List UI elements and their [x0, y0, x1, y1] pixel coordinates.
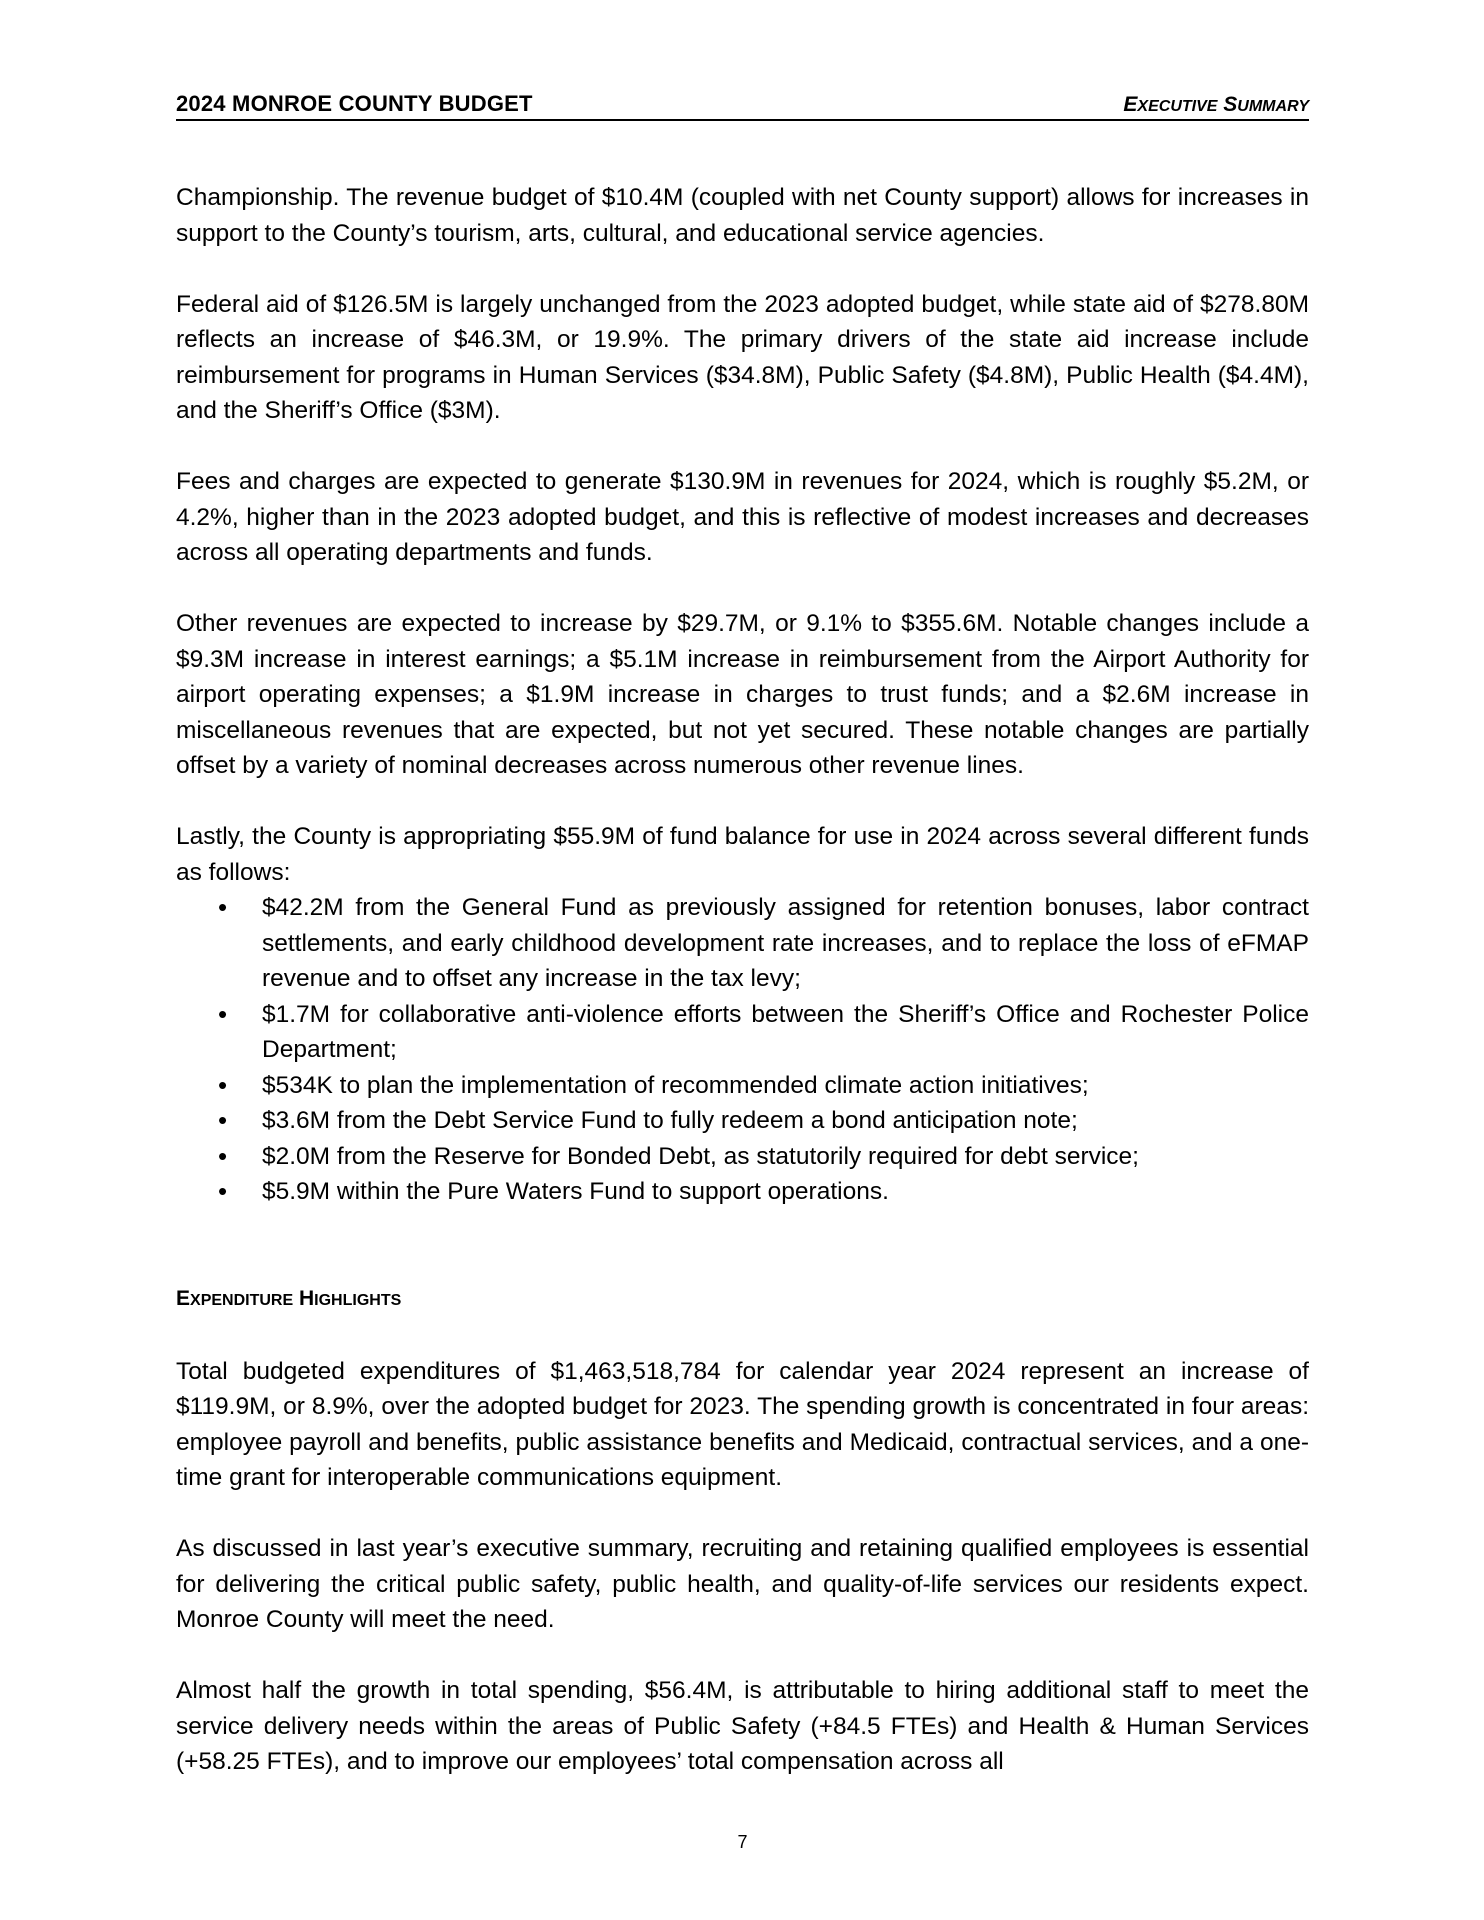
paragraph-staff-growth: Almost half the growth in total spending, $56.4M, is attributable to hiring additional staff to meet the service delivery needs within the areas of Public Safety (+84.5 FTEs) and Health & Human Services (+58.25 FTEs), and to improve our employees’ total compensation across all	[176, 1677, 1309, 1775]
paragraph-federal-state-aid: Federal aid of $126.5M is largely unchanged from the 2023 adopted budget, while state aid of $278.80M reflects an increase of $46.3M, or 19.9%. The primary drivers of the state aid increase include reimbursement for programs in Human Services ($34.8M), Public Safety ($4.8M), Public Health ($4.4M), and the Sheriff’s Office ($3M).	[176, 290, 1309, 424]
paragraph-tourism-revenue: Championship. The revenue budget of $10.4M (coupled with net County support) allows for increases in support to the County’s tourism, arts, cultural, and educational service agencies.	[176, 184, 1309, 247]
fund-balance-list	[176, 890, 1309, 1210]
list-item: • $42.2M from the General Fund as previously assigned for retention bonuses, labor contract settlements, and early childhood development rate increases, and to replace the loss of eFMAP revenue and to offset any increase in the tax levy;	[176, 890, 1309, 997]
list-item: • $2.0M from the Reserve for Bonded Debt, as statutorily required for debt service;	[176, 1139, 1309, 1175]
section-heading-expenditure-highlights: EXPENDITURE HIGHLIGHTS	[176, 1286, 402, 1310]
paragraph-other-revenues: Other revenues are expected to increase by $29.7M, or 9.1% to $355.6M. Notable changes include a $9.3M increase in interest earnings; a $5.1M increase in reimbursement from the Airport Authority for airport operating expenses; a $1.9M increase in charges to trust funds; and a $2.6M increase in miscellaneous revenues that are expected, but not yet secured. These notable changes are partially offset by a variety of nominal decreases across numerous other revenue lines.	[176, 610, 1309, 779]
list-item: • $534K to plan the implementation of recommended climate action initiatives;	[176, 1068, 1309, 1104]
paragraph-recruiting-retaining: As discussed in last year’s executive summary, recruiting and retaining qualified employees is essential for delivering the critical public safety, public health, and quality-of-life services our residents expect. Monroe County will meet the need.	[176, 1535, 1309, 1633]
header-title: 2024 MONROE COUNTY BUDGET	[176, 91, 533, 116]
list-item: • $5.9M within the Pure Waters Fund to support operations.	[176, 1174, 1309, 1210]
page-number: 7	[737, 1832, 748, 1852]
paragraph-fund-balance: Lastly, the County is appropriating $55.9M of fund balance for use in 2024 across several different funds as follows:	[176, 823, 1309, 886]
document-page	[176, 0, 1309, 1920]
paragraph-total-expenditures: Total budgeted expenditures of $1,463,518,784 for calendar year 2024 represent an increase of $119.9M, or 8.9%, over the adopted budget for 2023. The spending growth is concentrated in four areas: employee payroll and benefits, public assistance benefits and Medicaid, contractual services, and a one-time grant for interoperable communications equipment.	[176, 1357, 1309, 1491]
header-section-name: EXECUTIVE SUMMARY	[1123, 93, 1309, 116]
paragraph-fees-charges: Fees and charges are expected to generate $130.9M in revenues for 2024, which is roughly $5.2M, or 4.2%, higher than in the 2023 adopted budget, and this is reflective of modest increases and decreases across all operating departments and funds.	[176, 468, 1309, 566]
body-text	[176, 180, 1309, 1780]
list-item: • $1.7M for collaborative anti-violence efforts between the Sheriff’s Office and Rochester Police Department;	[176, 997, 1309, 1068]
page-header	[176, 89, 1309, 121]
list-item: • $3.6M from the Debt Service Fund to fully redeem a bond anticipation note;	[176, 1103, 1309, 1139]
